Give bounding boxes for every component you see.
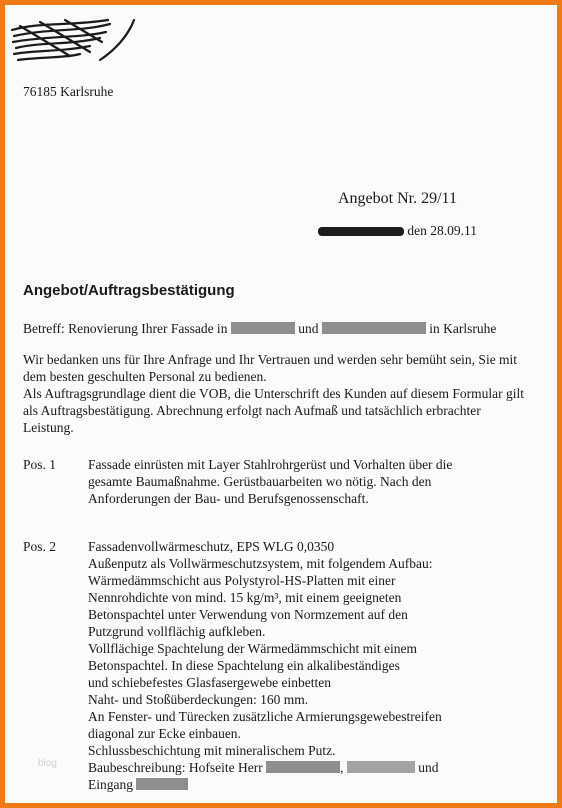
position-text: Putzgrund vollflächig aufkleben. — [88, 624, 266, 639]
position-text: gesamte Baumaßnahme. Gerüstbauarbeiten wo nötig. Nach den — [88, 474, 432, 489]
subject-line — [23, 321, 496, 337]
subject-suffix: in Karlsruhe — [429, 321, 497, 336]
description-prefix: Baubeschreibung: Hofseite Herr — [88, 760, 263, 775]
intro-line: Als Auftragsgrundlage dient die VOB, die Unterschrift des Kunden auf diesem Formular gilt — [23, 386, 525, 401]
position-text: Wärmedämmschicht aus Polystyrol-HS-Platten mit einer — [88, 573, 396, 588]
subject-mid: und — [298, 321, 319, 336]
position-text: Betonspachtel unter Verwendung von Normzement auf den — [88, 607, 408, 622]
subject-prefix: Betreff: Renovierung Ihrer Fassade in — [23, 321, 228, 336]
redacted-place — [318, 227, 404, 236]
intro-line: als Auftragsbestätigung. Abrechnung erfolgt nach Aufmaß und tatsächlich erbrachter — [23, 403, 481, 418]
redacted-sender-scribble — [10, 12, 140, 70]
entrance-line — [88, 777, 188, 793]
position-text: Fassadenvollwärmeschutz, EPS WLG 0,0350 — [88, 539, 335, 554]
page-title: Angebot/Auftragsbestätigung — [23, 282, 235, 299]
position-text: Fassade einrüsten mit Layer Stahlrohrgerüst und Vorhalten über die — [88, 457, 453, 472]
redacted-entrance — [136, 778, 188, 790]
position-text: Vollflächige Spachtelung der Wärmedämmschicht mit einem — [88, 641, 418, 656]
position-text: Außenputz als Vollwärmeschutzsystem, mit folgendem Aufbau: — [88, 556, 433, 571]
position-text: und schiebefestes Glasfasergewebe einbetten — [88, 675, 332, 690]
position-text: Naht- und Stoßüberdeckungen: 160 mm. — [88, 692, 309, 707]
position-label: Pos. 1 — [23, 457, 57, 472]
position-label: Pos. 2 — [23, 539, 57, 554]
position-text: Nennrohdichte von mind. 15 kg/m³, mit einem geeigneten — [88, 590, 402, 605]
description-line: Baubeschreibung: Hofseite Herr , und — [88, 760, 439, 775]
position-text: diagonal zur Ecke einbauen. — [88, 726, 241, 741]
address-city: 76185 Karlsruhe — [23, 84, 114, 99]
redacted-owner — [266, 761, 340, 773]
entrance-label: Eingang — [88, 777, 133, 792]
position-text: Schlussbeschichtung mit mineralischem Putz. — [88, 743, 336, 758]
offer-date-line — [318, 223, 477, 239]
intro-line: dem besten geschulten Personal zu bedienen. — [23, 369, 267, 384]
redacted-name-2 — [322, 322, 426, 334]
description-suffix: und — [418, 760, 439, 775]
position-text: Betonspachtel. In diese Spachtelung ein alkalibeständiges — [88, 658, 400, 673]
offer-date: den 28.09.11 — [407, 223, 477, 238]
intro-line: Wir bedanken uns für Ihre Anfrage und Ihr Vertrauen und werden sehr bemüht sein, Sie mit — [23, 352, 518, 367]
position-text: An Fenster- und Türecken zusätzliche Armierungsgewebestreifen — [88, 709, 442, 724]
offer-number: Angebot Nr. 29/11 — [338, 190, 457, 207]
redacted-name-1 — [231, 322, 295, 334]
document-page — [6, 6, 556, 802]
position-text: Anforderungen der Bau- und Berufsgenossenschaft. — [88, 491, 369, 506]
watermark: blog — [38, 758, 57, 769]
redacted-owner-2 — [347, 761, 415, 773]
intro-line: Leistung. — [23, 420, 74, 435]
